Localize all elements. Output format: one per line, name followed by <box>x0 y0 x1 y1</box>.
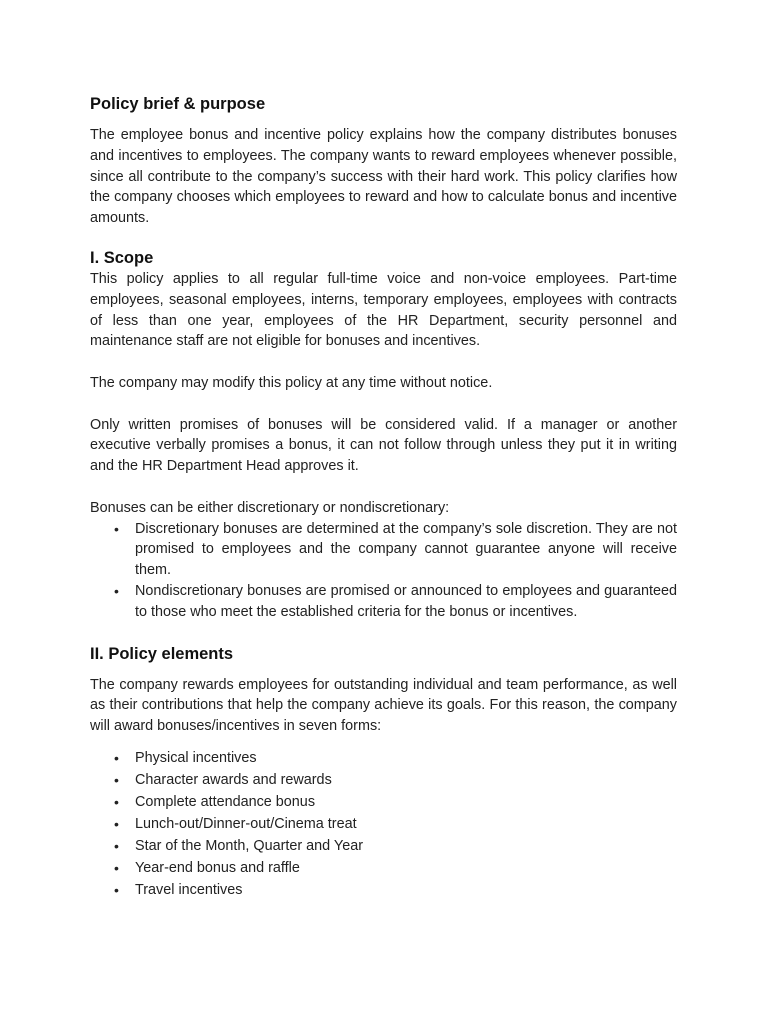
bullet-icon: • <box>114 520 119 537</box>
bullet-icon: • <box>114 793 119 810</box>
list-item <box>90 879 677 901</box>
bullet-icon: • <box>114 771 119 788</box>
document-page <box>90 93 677 901</box>
list-item <box>90 835 677 857</box>
scope-heading: I. Scope <box>90 248 154 267</box>
bullet-icon: • <box>114 881 119 898</box>
list-item-text: Star of the Month, Quarter and Year <box>135 837 363 854</box>
list-item <box>90 581 677 623</box>
bonus-types-list <box>90 519 677 623</box>
bullet-icon: • <box>114 749 119 766</box>
list-item-text: Lunch-out/Dinner-out/Cinema treat <box>135 815 357 832</box>
bullet-icon: • <box>114 815 119 832</box>
list-item-text: Year-end bonus and raffle <box>135 859 300 876</box>
list-item-text: Complete attendance bonus <box>135 793 316 810</box>
policy-brief-heading: Policy brief & purpose <box>90 95 266 113</box>
policy-brief-paragraph: The employee bonus and incentive policy explains how the company distributes bonuses and incentives to employees. The company wants to reward employees whenever possible, since all contribute to the company’s success with their hard work. This policy clarifies how the company chooses which employees to reward and how to calculate bonus and incentive amounts. <box>90 127 677 227</box>
list-item-text: Character awards and rewards <box>135 771 332 788</box>
scope-paragraph-3: Only written promises of bonuses will be considered valid. If a manager or another executive verbally promises a bonus, it can not follow through unless they put it in writing and the HR Department Head approves it. <box>90 416 677 475</box>
policy-elements-paragraph: The company rewards employees for outstanding individual and team performance, as well as their contributions that help the company achieve its goals. For this reason, the company will award bonuses/incentives in seven forms: <box>90 676 677 735</box>
incentive-forms-list <box>90 747 677 901</box>
list-item-text: Travel incentives <box>135 881 243 898</box>
bullet-icon: • <box>114 582 119 599</box>
list-item <box>90 857 677 879</box>
list-item <box>90 813 677 835</box>
scope-paragraph-1: This policy applies to all regular full-time voice and non-voice employees. Part-time employees, seasonal employees, interns, temporary employees, employees with contracts of less than one year, employees of the HR Department, security personnel and maintenance staff are not eligible for bonuses and incentives. <box>90 270 677 350</box>
list-item <box>90 769 677 791</box>
policy-elements-heading: II. Policy elements <box>90 644 234 663</box>
bullet-icon: • <box>114 837 119 854</box>
list-item-text: Physical incentives <box>135 749 257 766</box>
bullet-icon: • <box>114 859 119 876</box>
list-item <box>90 747 677 769</box>
scope-paragraph-2: The company may modify this policy at any time without notice. <box>90 374 493 391</box>
list-item <box>90 791 677 813</box>
list-item-text: Discretionary bonuses are determined at the company’s sole discretion. They are not promised to employees and the company cannot guarantee anyone will receive them. <box>135 520 677 579</box>
list-item-text: Nondiscretionary bonuses are promised or announced to employees and guaranteed to those who meet the established criteria for the bonus or incentives. <box>135 582 677 620</box>
list-item <box>90 519 677 581</box>
scope-paragraph-4: Bonuses can be either discretionary or nondiscretionary: <box>90 499 450 516</box>
